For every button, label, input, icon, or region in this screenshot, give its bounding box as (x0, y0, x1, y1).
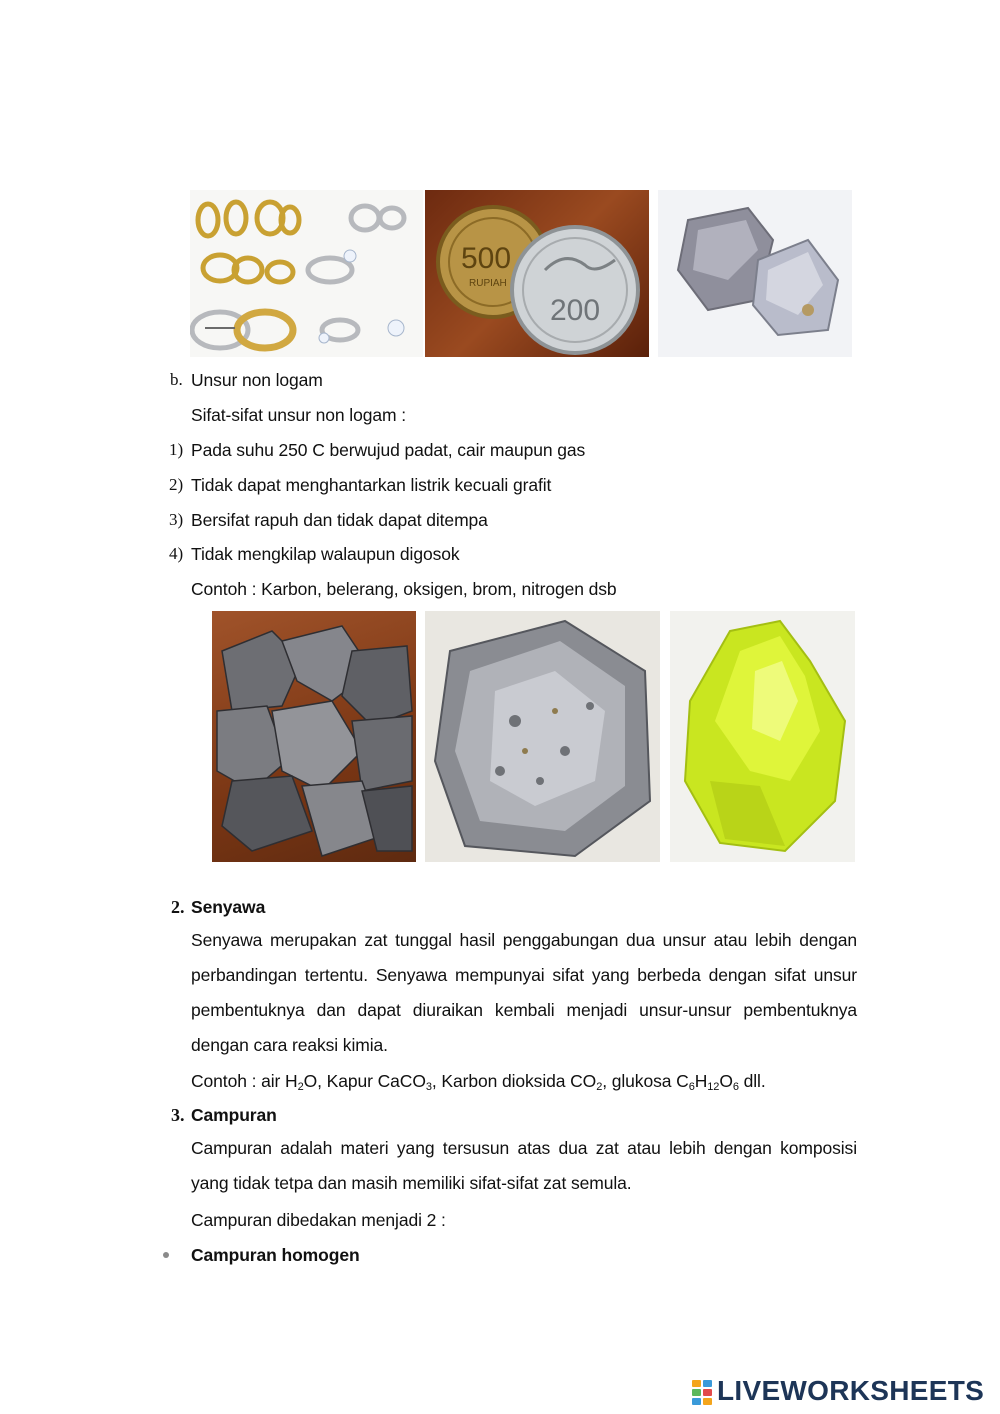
list-item-3-text: Bersifat rapuh dan tidak dapat ditempa (191, 510, 488, 530)
example-after-h2o: O, Kapur CaCO (303, 1071, 426, 1091)
sulfur-crystal-image (670, 611, 855, 862)
list-item-2-marker: 2) (169, 475, 184, 494)
metal-rock-image (658, 190, 852, 357)
example-suffix: dll. (738, 1071, 766, 1091)
bullet-campuran-homogen: Campuran homogen (191, 1245, 360, 1265)
bullet-dot-icon (163, 1252, 169, 1258)
glucose-o-subscript: 6 (732, 1081, 739, 1093)
coin-500-subtext: RUPIAH (469, 278, 507, 289)
example-prefix: Contoh : air H (191, 1071, 298, 1091)
section-b-intro: Sifat-sifat unsur non logam : (191, 405, 406, 425)
silver-ore-image (425, 611, 660, 862)
h2o-subscript: 2 (297, 1081, 304, 1093)
co2-subscript: 2 (596, 1081, 603, 1093)
section-3-paragraph: Campuran adalah materi yang tersusun atas dua zat atau lebih dengan komposisi yang tidak tetpa dan masih memiliki sifat-sifat zat semula. (191, 1138, 857, 1193)
glucose-h-subscript: 12 (707, 1081, 720, 1093)
section-b-marker: b. (170, 370, 183, 389)
carbon-image (212, 611, 416, 862)
section-2-title: Senyawa (191, 897, 266, 917)
list-item-4-text: Tidak mengkilap walaupun digosok (191, 544, 460, 564)
coin-200-text: 200 (550, 294, 601, 327)
section-2-example (191, 1070, 766, 1092)
example-after-caco3: , Karbon dioksida CO (431, 1071, 597, 1091)
list-item-3-marker: 3) (169, 510, 184, 529)
example-after-co2: , glukosa C (602, 1071, 689, 1091)
list-item-4-marker: 4) (169, 544, 184, 563)
coins-image (425, 190, 649, 357)
section-2-paragraph: Senyawa merupakan zat tunggal hasil penggabungan dua unsur atau lebih dengan perbandingan tertentu. Senyawa mempunyai sifat yang berbeda dengan sifat unsur pembentuknya dan dapat diuraikan kembali menjadi unsur-unsur pembentuknya dengan cara reaksi kimia. (191, 930, 857, 1055)
glucose-c-subscript: 6 (688, 1081, 695, 1093)
jewelry-image (190, 190, 423, 357)
caco3-subscript: 3 (425, 1081, 432, 1093)
list-item-2-text: Tidak dapat menghantarkan listrik kecuali grafit (191, 475, 552, 495)
glucose-h-letter: H (694, 1071, 708, 1091)
section-b-title: Unsur non logam (191, 370, 323, 390)
liveworksheets-mark-icon (692, 1378, 714, 1404)
section-3-subtext: Campuran dibedakan menjadi 2 : (191, 1210, 446, 1230)
list-item-1-marker: 1) (169, 440, 184, 459)
list-item-1-text: Pada suhu 250 C berwujud padat, cair maupun gas (191, 440, 586, 460)
liveworksheets-wordmark: LIVEWORKSHEETS (717, 1375, 985, 1406)
glucose-o-letter: O (719, 1071, 733, 1091)
section-2-marker: 2. (171, 897, 185, 917)
liveworksheets-logo (692, 1376, 984, 1406)
section-b-example: Contoh : Karbon, belerang, oksigen, brom, nitrogen dsb (191, 579, 617, 599)
section-3-title: Campuran (191, 1105, 277, 1125)
coin-500-text: 500 (461, 242, 512, 275)
section-3-marker: 3. (171, 1105, 185, 1125)
